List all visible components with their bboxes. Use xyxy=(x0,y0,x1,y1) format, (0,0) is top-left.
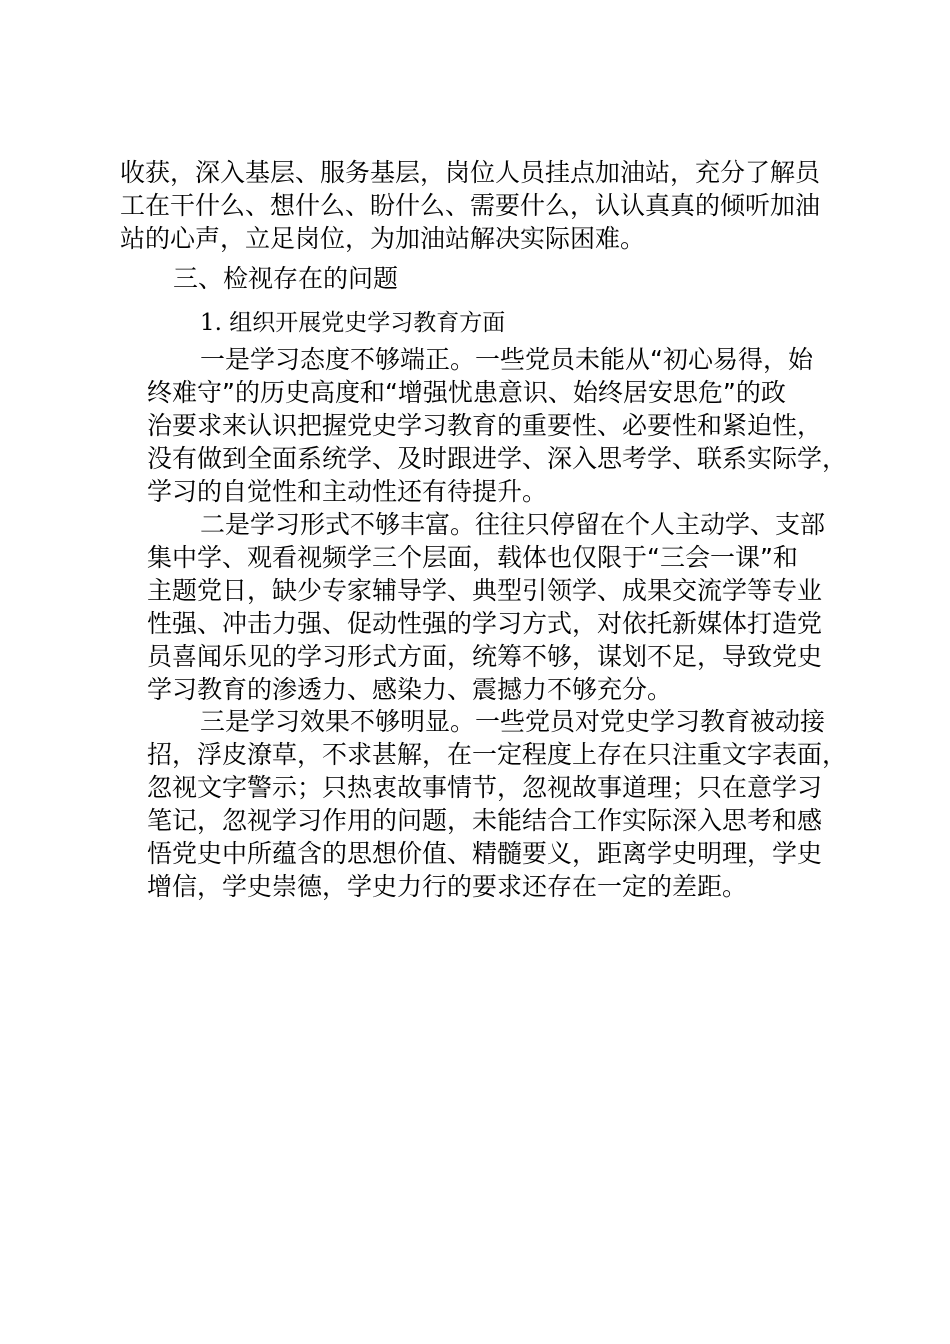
paragraph-line: 笔记，忽视学习作用的问题，未能结合工作实际深入思考和感 xyxy=(147,806,823,835)
section-heading: 三、检视存在的问题 xyxy=(173,264,399,293)
paragraph-line: 增信，学史崇德，学史力行的要求还存在一定的差距。 xyxy=(147,872,748,901)
paragraph-line: 没有做到全面系统学、及时跟进学、深入思考学、联系实际学， xyxy=(147,444,848,473)
paragraph-line: 二是学习形式不够丰富。往往只停留在个人主动学、支部 xyxy=(200,510,826,539)
subsection-heading: 1. 组织开展党史学习教育方面 xyxy=(200,310,506,336)
paragraph-line: 忽视文字警示；只热衷故事情节，忽视故事道理；只在意学习 xyxy=(147,773,823,802)
paragraph-line: 招，浮皮潦草，不求甚解，在一定程度上存在只注重文字表面， xyxy=(147,740,848,769)
paragraph-line: 工在干什么、想什么、盼什么、需要什么，认认真真的倾听加油 xyxy=(120,191,821,220)
paragraph-line: 悟党史中所蕴含的思想价值、精髓要义，距离学史明理，学史 xyxy=(147,839,823,868)
paragraph-line: 学习教育的渗透力、感染力、震撼力不够充分。 xyxy=(147,675,673,704)
paragraph-line: 终难守”的历史高度和“增强忧患意识、始终居安思危”的政 xyxy=(147,378,786,407)
paragraph-line: 性强、冲击力强、促动性强的学习方式，对依托新媒体打造党 xyxy=(147,609,823,638)
paragraph-line: 员喜闻乐见的学习形式方面，统筹不够，谋划不足，导致党史 xyxy=(147,642,823,671)
paragraph-line: 集中学、观看视频学三个层面，载体也仅限于“三会一课”和 xyxy=(147,543,798,572)
paragraph-line: 站的心声，立足岗位，为加油站解决实际困难。 xyxy=(120,224,646,253)
paragraph-line: 收获，深入基层、服务基层，岗位人员挂点加油站，充分了解员 xyxy=(120,158,821,187)
paragraph-line: 三是学习效果不够明显。一些党员对党史学习教育被动接 xyxy=(200,707,826,736)
paragraph-line: 学习的自觉性和主动性还有待提升。 xyxy=(147,477,548,506)
paragraph-line: 治要求来认识把握党史学习教育的重要性、必要性和紧迫性， xyxy=(147,411,823,440)
paragraph-line: 主题党日，缺少专家辅导学、典型引领学、成果交流学等专业 xyxy=(147,576,823,605)
paragraph-line: 一是学习态度不够端正。一些党员未能从“初心易得，始 xyxy=(200,345,813,374)
